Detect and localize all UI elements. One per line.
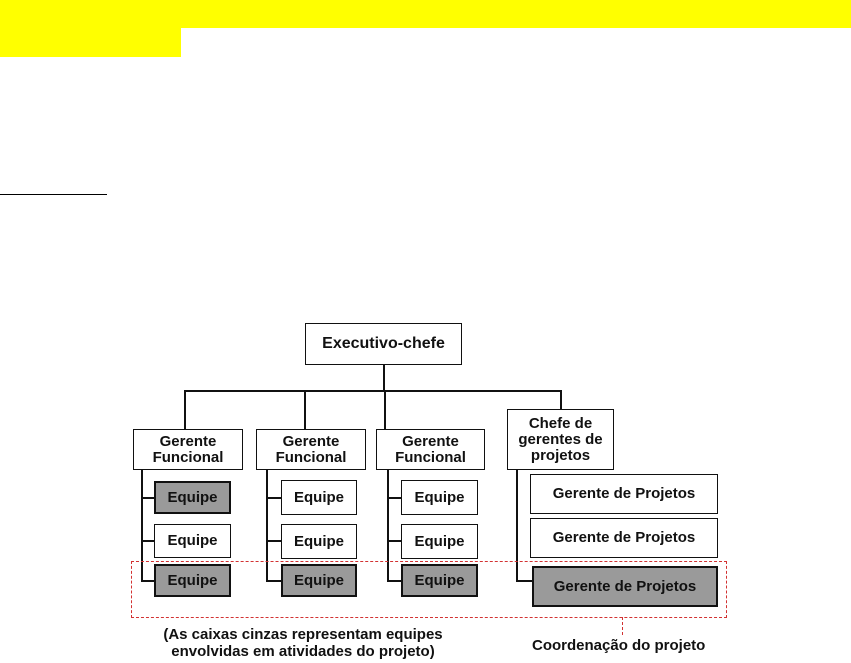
team-box-col1-2: Equipe (154, 524, 231, 558)
team-box-col1-1: Equipe (154, 481, 231, 514)
coordination-label: Coordenação do projeto (532, 637, 706, 654)
project-manager-box-3: Gerente de Projetos (532, 566, 718, 607)
connector-root-down (383, 364, 385, 392)
highlight-bar-top (0, 0, 851, 28)
connector-col1 (184, 390, 186, 430)
team-box-col2-1: Equipe (281, 480, 357, 515)
connector-horizontal (184, 390, 562, 392)
branch-col2-2 (266, 540, 281, 542)
branch-col2-1 (266, 497, 281, 499)
branch-col3-1 (387, 497, 401, 499)
branch-col1-1 (141, 497, 154, 499)
team-box-col2-2: Equipe (281, 524, 357, 559)
coordination-pointer (622, 617, 623, 635)
team-box-col2-3: Equipe (281, 564, 357, 597)
connector-col4 (560, 390, 562, 410)
connector-col2 (304, 390, 306, 430)
executive-box: Executivo-chefe (305, 323, 462, 365)
grey-box-legend-note: (As caixas cinzas representam equipes envolvidas em atividades do projeto) (163, 626, 443, 660)
functional-manager-box-2: Gerente Funcional (256, 429, 366, 470)
highlight-bar-short (0, 28, 181, 57)
functional-manager-box-1: Gerente Funcional (133, 429, 243, 470)
team-box-col3-2: Equipe (401, 524, 478, 559)
project-manager-box-2: Gerente de Projetos (530, 518, 718, 558)
team-box-col1-3: Equipe (154, 564, 231, 597)
connector-col3 (384, 390, 386, 430)
branch-col3-2 (387, 540, 401, 542)
functional-manager-box-3: Gerente Funcional (376, 429, 485, 470)
pm-chief-box: Chefe de gerentes de projetos (507, 409, 614, 470)
project-manager-box-1: Gerente de Projetos (530, 474, 718, 514)
team-box-col3-3: Equipe (401, 564, 478, 597)
underline-rule (0, 194, 107, 195)
branch-col1-2 (141, 540, 154, 542)
team-box-col3-1: Equipe (401, 480, 478, 515)
